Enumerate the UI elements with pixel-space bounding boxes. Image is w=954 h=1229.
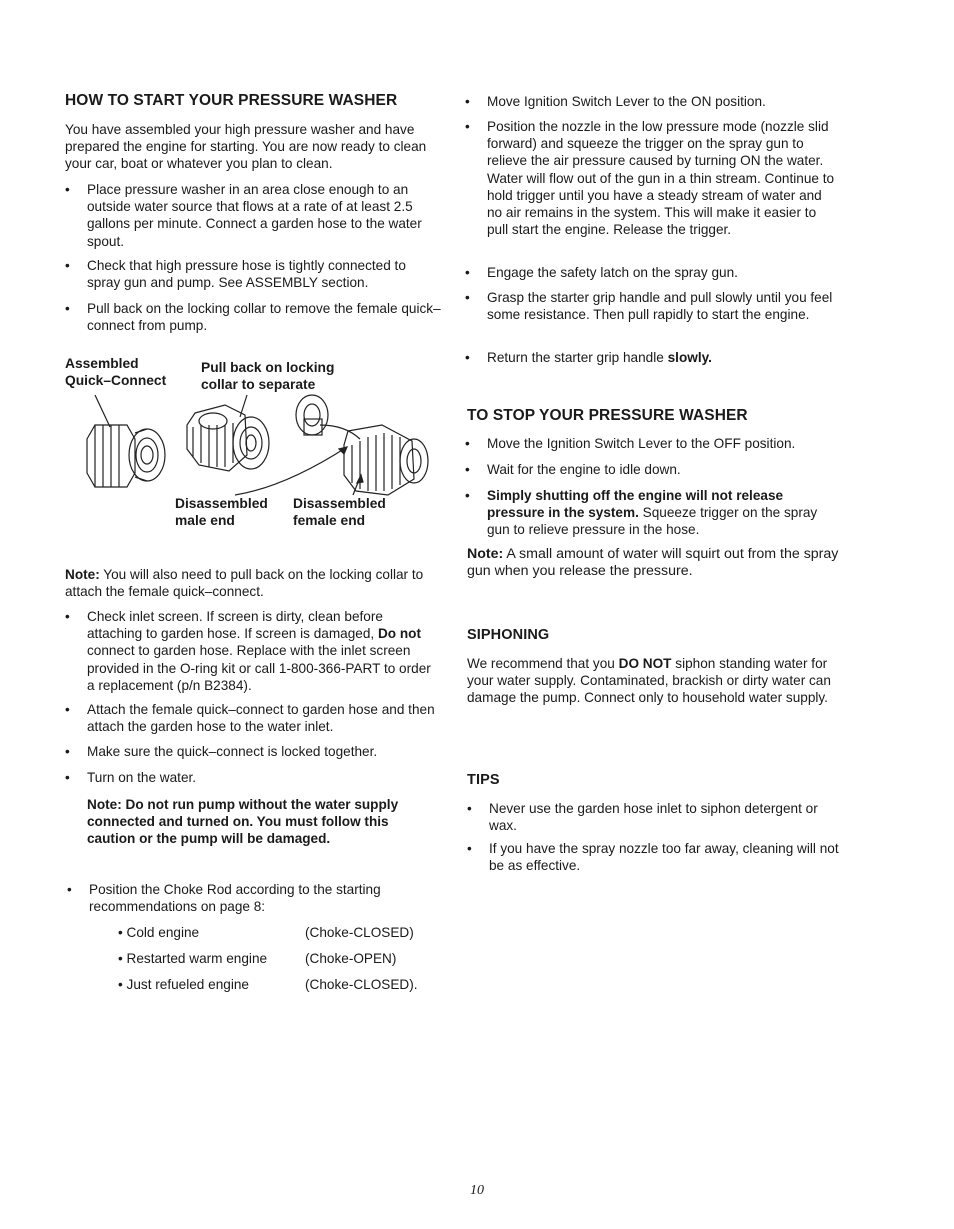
list-item: • Never use the garden hose inlet to siphon detergent or wax.: [467, 801, 818, 834]
list-item: • Move the Ignition Switch Lever to the OFF position.: [465, 436, 796, 451]
heading-siphoning: SIPHONING: [467, 627, 550, 643]
list-item: • Attach the female quick–connect to garden hose and then attach the garden hose to the water inlet.: [65, 702, 435, 735]
arrow-head-icon: [339, 447, 347, 454]
label-disassembled-male: Disassembled male end: [175, 496, 268, 528]
list-item: • Wait for the engine to idle down.: [465, 462, 681, 477]
heading-tips: TIPS: [467, 772, 500, 788]
note-locking-collar: Note: You will also need to pull back on the locking collar to attach the female quick–connect.: [65, 567, 424, 600]
choke-cond: • Restarted warm engine: [118, 951, 268, 966]
list-item: • Check that high pressure hose is tightly connected to spray gun and pump. See ASSEMBLY section.: [65, 258, 406, 291]
pointer-line: [95, 395, 110, 427]
arrow-head-icon: [357, 475, 363, 483]
choke-cond: • Just refueled engine: [118, 977, 249, 992]
page-number: 10: [470, 1183, 484, 1198]
quick-connect-figure: [65, 355, 445, 535]
list-item: • Pull back on the locking collar to remove the female quick–connect from pump.: [65, 301, 441, 334]
list-item: • Place pressure washer in an area close enough to an outside water source that flows at a rate of at least 2.5 gallons per minute. Connect a garden hose to the water spout.: [65, 182, 422, 249]
arrow-line: [235, 447, 347, 495]
label-pull-back: Pull back on locking collar to separate: [201, 360, 335, 392]
list-item: • Check inlet screen. If screen is dirty, clean before attaching to garden hose. If screen is damaged, Do not connect to garden hose. Replace with the inlet screen provided in the O-ring kit or call 1-800-366-PART to order a replacement (p/n B2384).: [65, 609, 431, 693]
list-item: • Move Ignition Switch Lever to the ON position.: [465, 94, 766, 109]
quick-connect-illustration: [65, 387, 445, 497]
assembled-coupler-icon: [87, 425, 165, 487]
list-item: • Make sure the quick–connect is locked together.: [65, 744, 378, 759]
choke-setting: (Choke-OPEN): [305, 951, 397, 966]
list-item: • Return the starter grip handle slowly.: [465, 350, 712, 365]
note-squirt: Note: A small amount of water will squirt out from the spray gun when you release the pressure.: [467, 546, 839, 580]
choke-cond: • Cold engine: [118, 925, 200, 940]
list-item: • Position the Choke Rod according to the starting recommendations on page 8:: [67, 882, 381, 915]
list-item: • Turn on the water.: [65, 770, 197, 785]
list-item: • Position the nozzle in the low pressure mode (nozzle slid forward) and squeeze the trigger on the spray gun to relieve the air pressure caused by turning ON the water. Water will flow out of the gun in a thin stream. Continue to hold trigger until you have a steady stream of water and no air remains in the system. This will make it easier to pull start the engine. Release the trigger.: [465, 119, 835, 238]
list-item: • If you have the spray nozzle too far away, cleaning will not be as effective.: [467, 841, 839, 874]
male-end-icon: [187, 405, 269, 471]
note-pump-warning: Note: Do not run pump without the water supply connected and turned on. You must follow this caution or the pump will be damaged.: [87, 797, 399, 847]
label-assembled: Assembled Quick–Connect: [65, 356, 167, 388]
choke-setting: (Choke-CLOSED).: [305, 977, 418, 992]
label-disassembled-female: Disassembled female end: [293, 496, 386, 528]
list-item: • Grasp the starter grip handle and pull slowly until you feel some resistance. Then pull rapidly to start the engine.: [465, 290, 833, 323]
heading-to-stop: TO STOP YOUR PRESSURE WASHER: [467, 407, 748, 424]
list-item: • Simply shutting off the engine will not release pressure in the system. Squeeze trigger on the spray gun to relieve pressure in the hose.: [465, 488, 818, 538]
intro-paragraph: You have assembled your high pressure washer and have prepared the engine for starting. You are now ready to clean your car, boat or whatever you plan to clean.: [65, 122, 427, 172]
heading-how-to-start: HOW TO START YOUR PRESSURE WASHER: [65, 92, 398, 109]
choke-setting: (Choke-CLOSED): [305, 925, 414, 940]
list-item: • Engage the safety latch on the spray gun.: [465, 265, 738, 280]
siphon-paragraph: We recommend that you DO NOT siphon standing water for your water supply. Contaminated, brackish or dirty water can damage the pump. Connect only to household water supply.: [467, 656, 831, 706]
